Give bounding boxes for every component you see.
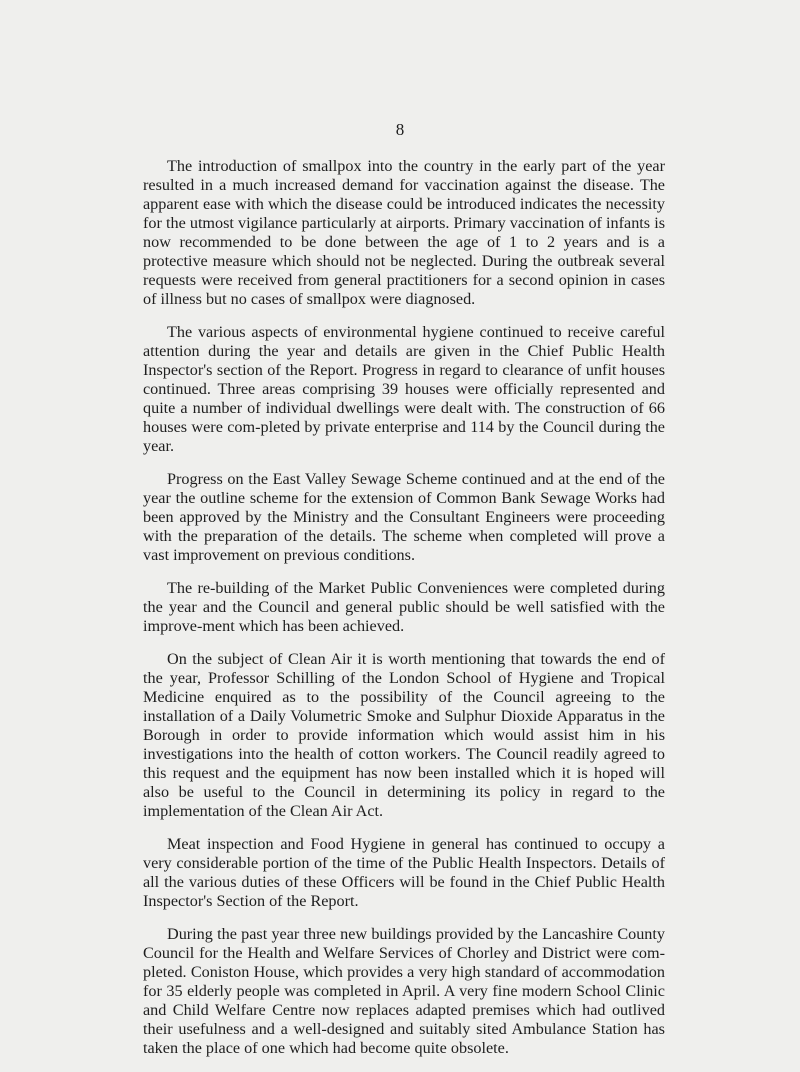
page-number: 8 (395, 120, 405, 139)
paragraph-environmental-hygiene: The various aspects of environmental hygiene continued to receive careful attention during the year and details are given in the Chief Public Health Inspector's section of the Report. Progress in regard to clearance of unfit houses continued. Three areas comprising 39 houses were officially represented and quite a number of individual dwellings were dealt with. The construction of 66 houses were com-pleted by private enterprise and 114 by the Council during the year. (143, 323, 665, 455)
paragraph-meat-inspection: Meat inspection and Food Hygiene in general has continued to occupy a very considerable portion of the time of the Public Health Inspectors. Details of all the various duties of these Officers will be found in the Chief Public Health Inspector's Section of the Report. (143, 835, 665, 910)
paragraph-market-conveniences: The re-building of the Market Public Conveniences were completed during the year and the Council and general public should be well satisfied with the improve-ment which has been achieved. (143, 579, 665, 635)
report-body (143, 157, 665, 1072)
paragraph-sewage-scheme: Progress on the East Valley Sewage Scheme continued and at the end of the year the outline scheme for the extension of Common Bank Sewage Works had been approved by the Ministry and the Consultant Engineers were proceeding with the preparation of the details. The scheme when completed will prove a vast improvement on previous conditions. (143, 470, 665, 564)
paragraph-smallpox: The introduction of smallpox into the country in the early part of the year resulted in a much increased demand for vaccination against the disease. The apparent ease with which the disease could be introduced indicates the necessity for the utmost vigilance particularly at airports. Primary vaccination of infants is now recommended to be done between the age of 1 to 2 years and is a protective measure which should not be neglected. During the outbreak several requests were received from general practitioners for a second opinion in cases of illness but no cases of smallpox were diagnosed. (143, 157, 665, 308)
paragraph-new-buildings: During the past year three new buildings provided by the Lancashire County Council for the Health and Welfare Services of Chorley and District were com-pleted. Coniston House, which provides a very high standard of accommodation for 35 elderly people was completed in April. A very fine modern School Clinic and Child Welfare Centre now replaces adapted premises which had outlived their usefulness and a well-designed and suitably sited Ambulance Station has taken the place of one which had become quite obsolete. (143, 925, 665, 1057)
paragraph-clean-air: On the subject of Clean Air it is worth mentioning that towards the end of the year, Professor Schilling of the London School of Hygiene and Tropical Medicine enquired as to the possibility of the Council agreeing to the installation of a Daily Volumetric Smoke and Sulphur Dioxide Apparatus in the Borough in order to provide information which would assist him in his investigations into the health of cotton workers. The Council readily agreed to this request and the equipment has now been installed which it is hoped will also be useful to the Council in determining its policy in regard to the implementation of the Clean Air Act. (143, 650, 665, 820)
